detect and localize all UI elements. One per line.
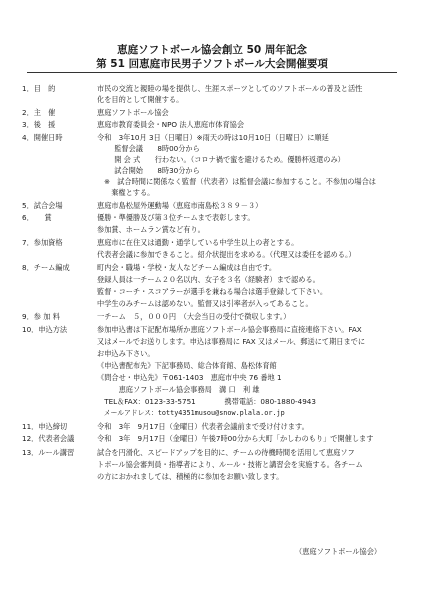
item-1-number: 1．目 的 [22,84,56,93]
title-underline [27,72,397,73]
item-5-line: 恵庭市島松屋外運動場（恵庭市南島松３８９－３） [97,201,263,210]
item-6-number: 6． 賞 [22,213,52,222]
item-10-line: TEL＆FAX：0123-33-5751 携帯電話：080-1880-4943 [97,397,316,406]
item-4-line: 令和 3年10月 3日（日曜日）※雨天の時は10月10日（日曜日）に順延 [97,133,329,142]
item-6-line: 参加賞、ホームラン賞など有り。 [97,225,205,234]
item-12-number: 12．代表者会議 [22,434,75,443]
item-10-line: 又はメールでお送りします。申込は事務局に FAX 又はメール、郵送にて期日までに [97,337,366,346]
item-4-line: 棄権とする。 [104,188,155,197]
item-10-line: お申込み下さい。 [97,349,155,358]
item-13-line: トボール協会審判員・指導者により、ルール・技術と講習会を実施する。各チーム [97,460,363,469]
item-4-line: 試合開始 8時30分から [107,166,200,175]
item-10-line: 参加申込書は下記配布場所か恵庭ソフトボール協会事務局に直接連絡下さい。FAX [97,325,362,334]
item-7-line: 恵庭市に在住又は通勤・通学している中学生以上の者とする。 [97,238,299,247]
item-8-line: 登録人員は一チーム２０名以内、女子を３名（経験者）まで認める。 [97,275,320,284]
item-4-line: 開 会 式 行わない。（コロナ禍で蜜を避けるため。優勝杯返還のみ） [107,155,345,164]
item-10-email-line: メールアドレス：totty4351musou@snow.plala.or.jp [97,409,285,417]
item-6-line: 優勝・準優勝及び第３位チームまで表彰します。 [97,213,255,222]
item-11-line: 令和 3年 9月17日（金曜日）代表者会議前まで受け付けます。 [97,422,309,431]
item-13-line: 試合を円滑化、スピードアップを目的に、チームの待機時間を活用して恵庭ソフ [97,448,355,457]
title-line-1: 恵庭ソフトボール協会創立 50 周年記念 [117,44,307,56]
item-5-number: 5．試合会場 [22,201,63,210]
item-11-number: 11．申込締切 [22,422,68,431]
item-12-line: 令和 3年 9月17日（金曜日）午後7時00分から大町「かしわのもり」で開催します [97,434,374,443]
item-10-line: 《申込書配布先》下記事務局、総合体育館、島松体育館 [97,361,277,370]
item-1-line: 化を目的として開催する。 [97,95,184,104]
item-7-line: 代表者会議に参加できること。紹介状提出を求める。（代理又は委任を認める。） [97,250,356,259]
item-4-number: 4．開催日時 [22,133,63,142]
item-9-number: 9．参 加 料 [22,312,60,321]
item-8-line: 監督・コーチ・スコアラーが選手を兼ねる場合は選手登録して下さい。 [97,287,328,296]
item-2-line: 恵庭ソフトボール協会 [97,108,169,117]
item-10-number: 10．申込方法 [22,325,68,334]
item-13-line: の方におかれましては、積極的に参加をお願い致します。 [97,472,284,481]
item-2-number: 2．主 催 [22,108,56,117]
item-10-line: 《問合せ・申込先》〒061-1403 恵庭市中央 76 番地 1 [97,373,282,382]
item-3-number: 3．後 援 [22,120,56,129]
item-8-line: 中学生のみチームは認めない。監督又は引率者が入ってあること。 [97,299,313,308]
title-line-2: 第 51 回恵庭市民男子ソフトボール大会開催要項 [96,58,328,70]
item-13-number: 13．ルール講習 [22,448,75,457]
item-1-line: 市民の交流と親睦の場を提供し、生涯スポーツとしてのソフトボールの普及と活性 [97,84,363,93]
item-7-number: 7．参加資格 [22,238,63,247]
item-9-line: 一チーム ５，０００円 （大会当日の受付で徴収します。） [97,312,291,321]
item-10-line: 恵庭ソフトボール協会事務局 溝 口 利 雄 [97,385,260,394]
item-8-line: 町内会・職場・学校・友人などチーム編成は自由です。 [97,263,277,272]
item-4-line: 監督会議 8時00分から [107,144,200,153]
signature: （恵庭ソフトボール協会） [295,547,382,556]
item-3-line: 恵庭市教育委員会・NPO 法人恵庭市体育協会 [97,120,245,129]
item-8-number: 8．チーム編成 [22,263,70,272]
item-4-line: ※ 試合時間に関係なく監督（代表者）は監督会議に参加すること。不参加の場合は [104,177,376,186]
